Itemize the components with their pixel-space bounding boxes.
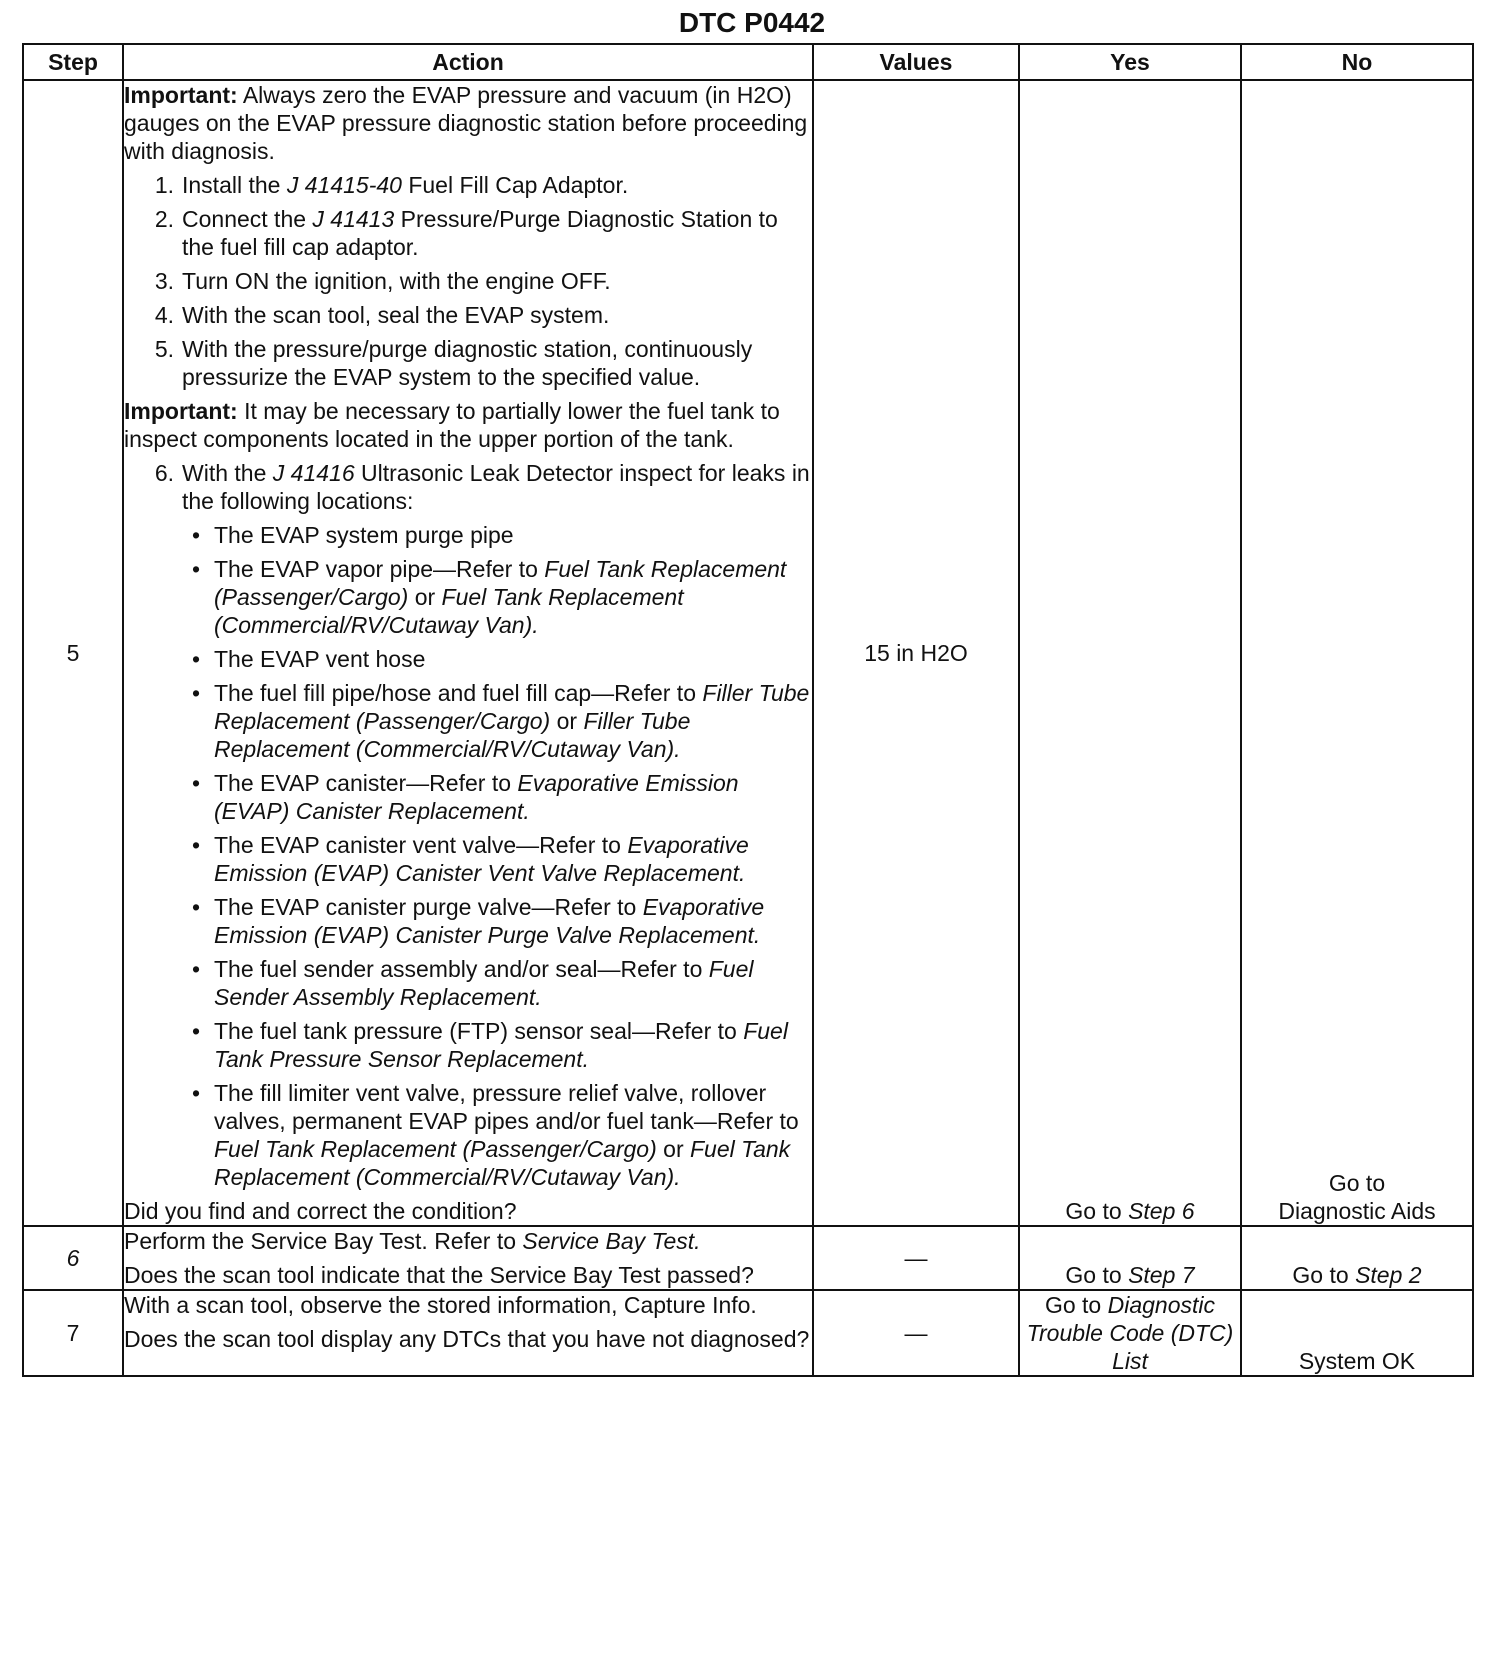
list-item: • The EVAP vapor pipe—Refer to Fuel Tank Replacement (Passenger/Cargo) or Fuel Tank Replacement (Commercial/RV/Cutaway Van). xyxy=(192,556,787,638)
numbered-step: 5. With the pressure/purge diagnostic station, continuously pressurize the EVAP system to the specified value. xyxy=(154,336,753,390)
action-cell: With a scan tool, observe the stored information, Capture Info. Does the scan tool display any DTCs that you have not diagnosed? xyxy=(123,1290,813,1376)
procedure-reference: Fuel Tank Pressure Sensor Replacement. xyxy=(214,1018,788,1072)
bullet-icon: • xyxy=(192,556,201,582)
important-text: It may be necessary to partially lower the fuel tank to inspect components located in the upper portion of the tank. xyxy=(124,398,780,452)
bullet-icon: • xyxy=(192,1018,201,1044)
list-item: • The fill limiter vent valve, pressure relief valve, rollover valves, permanent EVAP pipes and/or fuel tank—Refer to Fuel Tank Replacement (Passenger/Cargo) or Fuel Tank Replacement (Commercial/RV/Cutaway Van). xyxy=(192,1080,799,1190)
procedure-reference: Evaporative Emission (EVAP) Canister Purge Valve Replacement. xyxy=(214,894,765,948)
no-cell: Go to Diagnostic Aids xyxy=(1241,80,1473,1226)
question-text: Does the scan tool display any DTCs that you have not diagnosed? xyxy=(124,1326,810,1352)
page-title: DTC P0442 xyxy=(678,7,826,38)
important-text: Always zero the EVAP pressure and vacuum (in H2O) gauges on the EVAP pressure diagnostic station before proceeding with diagnosis. xyxy=(124,82,808,164)
bullet-icon: • xyxy=(192,894,201,920)
procedure-reference: Fuel Tank Replacement (Commercial/RV/Cutaway Van). xyxy=(214,584,684,638)
procedure-reference: Service Bay Test. xyxy=(522,1228,701,1254)
yes-cell: Go to Diagnostic Trouble Code (DTC) List xyxy=(1019,1290,1241,1376)
procedure-reference: Fuel Tank Replacement (Commercial/RV/Cutaway Van). xyxy=(214,1136,791,1190)
important-note xyxy=(124,81,812,165)
step-link: Step 2 xyxy=(1355,1262,1422,1288)
bullet-icon: • xyxy=(192,522,201,548)
procedure-reference: Filler Tube Replacement (Passenger/Cargo) xyxy=(214,680,810,734)
no-cell: System OK xyxy=(1241,1290,1473,1376)
numbered-step: 3. Turn ON the ignition, with the engine OFF. xyxy=(154,268,611,294)
bullet-icon: • xyxy=(192,646,201,672)
table-row xyxy=(23,1290,1473,1376)
yes-cell: Go to Step 7 xyxy=(1019,1226,1241,1290)
tool-reference: J 41413 xyxy=(312,206,395,232)
table-row xyxy=(23,80,1473,1226)
question-text: Does the scan tool indicate that the Service Bay Test passed? xyxy=(124,1262,754,1288)
no-cell: Go to Step 2 xyxy=(1241,1226,1473,1290)
tool-reference: J 41415-40 xyxy=(286,172,402,198)
numbered-step: 2. Connect the J 41413 Pressure/Purge Diagnostic Station to the fuel fill cap adaptor. xyxy=(154,206,778,260)
list-item: • The fuel tank pressure (FTP) sensor seal—Refer to Fuel Tank Pressure Sensor Replacement. xyxy=(192,1018,788,1072)
procedure-reference: Fuel Sender Assembly Replacement. xyxy=(214,956,754,1010)
step-number: 7 xyxy=(23,1290,123,1376)
value-cell: — xyxy=(813,1290,1019,1376)
bullet-icon: • xyxy=(192,770,201,796)
numbered-step: 4. With the scan tool, seal the EVAP system. xyxy=(154,302,610,328)
step-link: Step 6 xyxy=(1128,1198,1195,1224)
step-link: Diagnostic Trouble Code (DTC) List xyxy=(1026,1292,1234,1374)
step-number: 5 xyxy=(23,80,123,1226)
important-note xyxy=(124,397,812,453)
table-header-row xyxy=(23,44,1473,80)
question-text: Did you find and correct the condition? xyxy=(124,1198,517,1224)
header-yes: Yes xyxy=(1019,44,1241,80)
bullet-icon: • xyxy=(192,680,201,706)
table-row xyxy=(23,1226,1473,1290)
procedure-reference: Evaporative Emission (EVAP) Canister Vent Valve Replacement. xyxy=(214,832,749,886)
list-item: • The EVAP canister purge valve—Refer to Evaporative Emission (EVAP) Canister Purge Valve Replacement. xyxy=(192,894,765,948)
list-item: • The EVAP system purge pipe xyxy=(192,522,514,548)
numbered-step: 6. With the J 41416 Ultrasonic Leak Detector inspect for leaks in the following locations: xyxy=(154,460,810,514)
procedure-reference: Fuel Tank Replacement (Passenger/Cargo) xyxy=(214,1136,657,1162)
value-cell: 15 in H2O xyxy=(813,80,1019,1226)
list-item: • The EVAP canister—Refer to Evaporative Emission (EVAP) Canister Replacement. xyxy=(192,770,739,824)
list-item: • The EVAP vent hose xyxy=(192,646,426,672)
header-no: No xyxy=(1241,44,1473,80)
diagnostic-table xyxy=(22,43,1474,1377)
important-label: Important: xyxy=(124,398,238,424)
step-link: Step 7 xyxy=(1128,1262,1195,1288)
list-item: • The fuel sender assembly and/or seal—Refer to Fuel Sender Assembly Replacement. xyxy=(192,956,754,1010)
action-cell xyxy=(123,80,813,1226)
tool-reference: J 41416 xyxy=(272,460,355,486)
bullet-icon: • xyxy=(192,1080,201,1106)
list-item: • The fuel fill pipe/hose and fuel fill cap—Refer to Filler Tube Replacement (Passenger/Cargo) or Filler Tube Replacement (Commercial/RV/Cutaway Van). xyxy=(192,680,810,762)
value-cell: — xyxy=(813,1226,1019,1290)
procedure-reference: Evaporative Emission (EVAP) Canister Replacement. xyxy=(214,770,739,824)
procedure-reference: Fuel Tank Replacement (Passenger/Cargo) xyxy=(214,556,787,610)
header-step: Step xyxy=(23,44,123,80)
procedure-reference: Filler Tube Replacement (Commercial/RV/Cutaway Van). xyxy=(214,708,691,762)
numbered-step: 1. Install the J 41415-40 Fuel Fill Cap Adaptor. xyxy=(154,172,629,198)
header-values: Values xyxy=(813,44,1019,80)
action-cell: Perform the Service Bay Test. Refer to Service Bay Test. Does the scan tool indicate that the Service Bay Test passed? xyxy=(123,1226,813,1290)
bullet-icon: • xyxy=(192,956,201,982)
important-label: Important: xyxy=(124,82,238,108)
yes-cell: Go to Step 6 xyxy=(1019,80,1241,1226)
list-item: • The EVAP canister vent valve—Refer to Evaporative Emission (EVAP) Canister Vent Valve Replacement. xyxy=(192,832,749,886)
step-number: 6 xyxy=(23,1226,123,1290)
header-action: Action xyxy=(123,44,813,80)
bullet-icon: • xyxy=(192,832,201,858)
